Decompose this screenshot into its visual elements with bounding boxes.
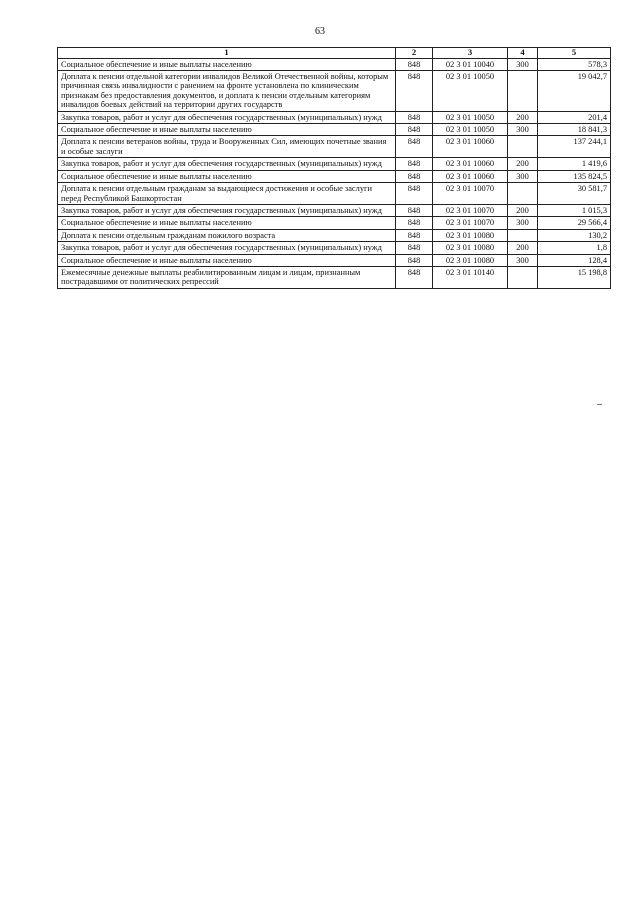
table-row (58, 183, 611, 205)
cell-code: 848 (396, 183, 433, 205)
cell-code: 848 (396, 204, 433, 216)
cell-type: 300 (508, 217, 538, 229)
cell-name: Доплата к пенсии отдельным гражданам за выдающиеся достижения и особые заслуги перед Республикой Башкортостан (58, 183, 396, 205)
cell-amount: 578,3 (538, 58, 611, 70)
cell-amount: 128,4 (538, 254, 611, 266)
cell-name: Закупка товаров, работ и услуг для обеспечения государственных (муниципальных) нужд (58, 204, 396, 216)
cell-code: 848 (396, 229, 433, 241)
scan-artifact (597, 404, 602, 405)
cell-code: 848 (396, 158, 433, 170)
cell-amount: 201,4 (538, 111, 611, 123)
cell-article: 02 3 01 10060 (433, 158, 508, 170)
cell-article: 02 3 01 10070 (433, 183, 508, 205)
cell-type (508, 71, 538, 112)
cell-article: 02 3 01 10050 (433, 71, 508, 112)
cell-type (508, 183, 538, 205)
table-row (58, 124, 611, 136)
cell-type: 200 (508, 204, 538, 216)
cell-type: 200 (508, 158, 538, 170)
cell-article: 02 3 01 10080 (433, 242, 508, 254)
cell-type: 300 (508, 254, 538, 266)
table-row (58, 136, 611, 158)
table-row (58, 254, 611, 266)
cell-type: 300 (508, 58, 538, 70)
cell-code: 848 (396, 111, 433, 123)
cell-article: 02 3 01 10050 (433, 124, 508, 136)
cell-code: 848 (396, 254, 433, 266)
table-row (58, 217, 611, 229)
page-number: 63 (315, 26, 325, 37)
header-col-4: 4 (508, 48, 538, 59)
cell-amount: 1 419,6 (538, 158, 611, 170)
cell-name: Социальное обеспечение и иные выплаты населению (58, 217, 396, 229)
table-header (58, 48, 611, 59)
table-row (58, 58, 611, 70)
table-row (58, 229, 611, 241)
table-row (58, 242, 611, 254)
cell-type: 300 (508, 170, 538, 182)
cell-name: Закупка товаров, работ и услуг для обеспечения государственных (муниципальных) нужд (58, 111, 396, 123)
cell-type (508, 229, 538, 241)
cell-type: 200 (508, 242, 538, 254)
cell-code: 848 (396, 170, 433, 182)
table-row (58, 266, 611, 288)
cell-code: 848 (396, 124, 433, 136)
cell-name: Закупка товаров, работ и услуг для обеспечения государственных (муниципальных) нужд (58, 158, 396, 170)
cell-type (508, 266, 538, 288)
header-col-5: 5 (538, 48, 611, 59)
cell-article: 02 3 01 10060 (433, 136, 508, 158)
cell-amount: 130,2 (538, 229, 611, 241)
cell-name: Доплата к пенсии отдельной категории инвалидов Великой Отечественной войны, которым причинная связь инвалидности с ранением на фронте установлена по клиническим признакам без предоставления документов, и доплата к пенсии отдельным категориям инвалидов боевых действий на территории других государств (58, 71, 396, 112)
cell-code: 848 (396, 266, 433, 288)
header-col-3: 3 (433, 48, 508, 59)
cell-amount: 1,8 (538, 242, 611, 254)
cell-amount: 30 581,7 (538, 183, 611, 205)
cell-code: 848 (396, 58, 433, 70)
cell-article: 02 3 01 10080 (433, 254, 508, 266)
budget-table (57, 47, 611, 289)
cell-amount: 29 566,4 (538, 217, 611, 229)
cell-name: Закупка товаров, работ и услуг для обеспечения государственных (муниципальных) нужд (58, 242, 396, 254)
cell-article: 02 3 01 10080 (433, 229, 508, 241)
cell-code: 848 (396, 71, 433, 112)
cell-name: Социальное обеспечение и иные выплаты населению (58, 170, 396, 182)
cell-name: Социальное обеспечение и иные выплаты населению (58, 58, 396, 70)
cell-article: 02 3 01 10060 (433, 170, 508, 182)
cell-article: 02 3 01 10140 (433, 266, 508, 288)
cell-amount: 1 015,3 (538, 204, 611, 216)
header-col-2: 2 (396, 48, 433, 59)
cell-type: 200 (508, 111, 538, 123)
header-row (58, 48, 611, 59)
cell-article: 02 3 01 10040 (433, 58, 508, 70)
cell-amount: 135 824,5 (538, 170, 611, 182)
table-body (58, 58, 611, 288)
cell-code: 848 (396, 217, 433, 229)
cell-name: Социальное обеспечение и иные выплаты населению (58, 254, 396, 266)
cell-article: 02 3 01 10070 (433, 204, 508, 216)
cell-article: 02 3 01 10070 (433, 217, 508, 229)
cell-article: 02 3 01 10050 (433, 111, 508, 123)
cell-code: 848 (396, 242, 433, 254)
cell-code: 848 (396, 136, 433, 158)
table-row (58, 111, 611, 123)
cell-amount: 18 841,3 (538, 124, 611, 136)
cell-name: Доплата к пенсии отдельным гражданам пожилого возраста (58, 229, 396, 241)
table-row (58, 170, 611, 182)
table-row (58, 71, 611, 112)
cell-name: Доплата к пенсии ветеранов войны, труда и Вооруженных Сил, имеющих почетные звания и особые заслуги (58, 136, 396, 158)
cell-name: Ежемесячные денежные выплаты реабилитированным лицам и лицам, признанным пострадавшими от политических репрессий (58, 266, 396, 288)
cell-type (508, 136, 538, 158)
cell-amount: 19 042,7 (538, 71, 611, 112)
cell-name: Социальное обеспечение и иные выплаты населению (58, 124, 396, 136)
table-row (58, 158, 611, 170)
table-row (58, 204, 611, 216)
cell-amount: 137 244,1 (538, 136, 611, 158)
cell-amount: 15 198,8 (538, 266, 611, 288)
cell-type: 300 (508, 124, 538, 136)
header-col-1: 1 (58, 48, 396, 59)
